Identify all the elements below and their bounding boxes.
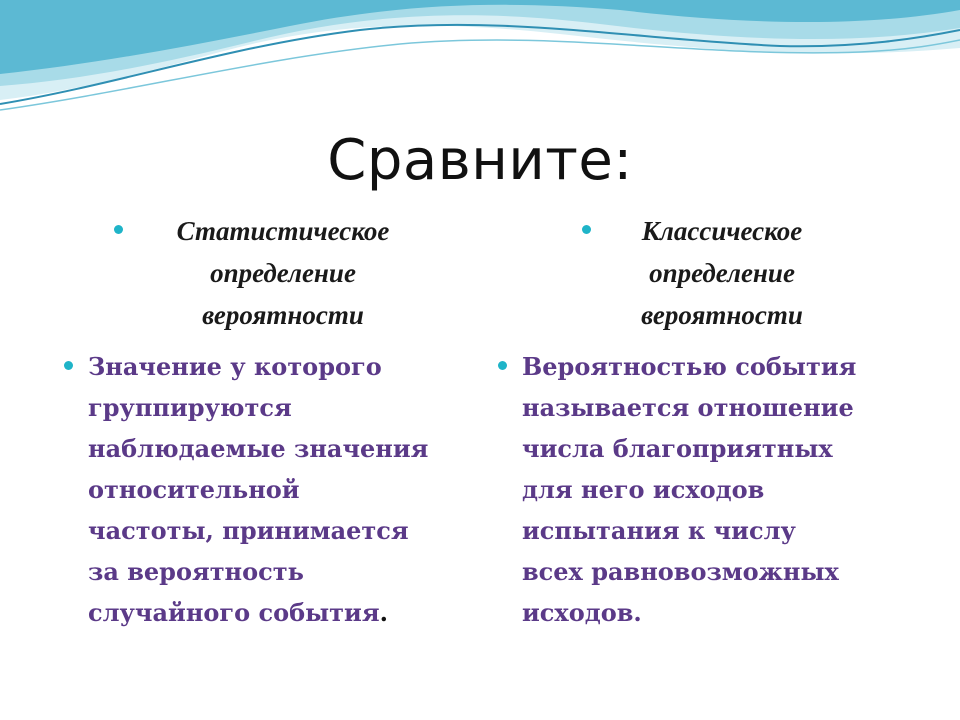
left-body-item bbox=[78, 346, 478, 633]
slide-title: Сравните: bbox=[327, 128, 633, 193]
bullet-icon bbox=[114, 225, 123, 234]
left-body-content: Значение у которого группируются наблюдаемые значения относительной частоты, принимается за вероятность случайного события bbox=[88, 352, 429, 627]
right-body-item bbox=[512, 346, 912, 633]
right-heading-item bbox=[512, 210, 912, 336]
right-column bbox=[512, 210, 912, 633]
left-column bbox=[78, 210, 478, 633]
bullet-icon bbox=[582, 225, 591, 234]
left-body-text bbox=[88, 346, 478, 633]
left-heading: Статистическое определение вероятности bbox=[176, 216, 390, 330]
bullet-icon bbox=[64, 361, 73, 370]
right-heading: Классическое определение вероятности bbox=[641, 216, 803, 330]
left-heading-item bbox=[78, 210, 478, 336]
right-body-text: Вероятностью события называется отношение числа благоприятных для него исходов испытания к числу всех равновозможных исходов. bbox=[522, 352, 857, 627]
left-body-period: . bbox=[379, 598, 388, 627]
bullet-icon bbox=[498, 361, 507, 370]
decorative-wave-header bbox=[0, 0, 960, 120]
